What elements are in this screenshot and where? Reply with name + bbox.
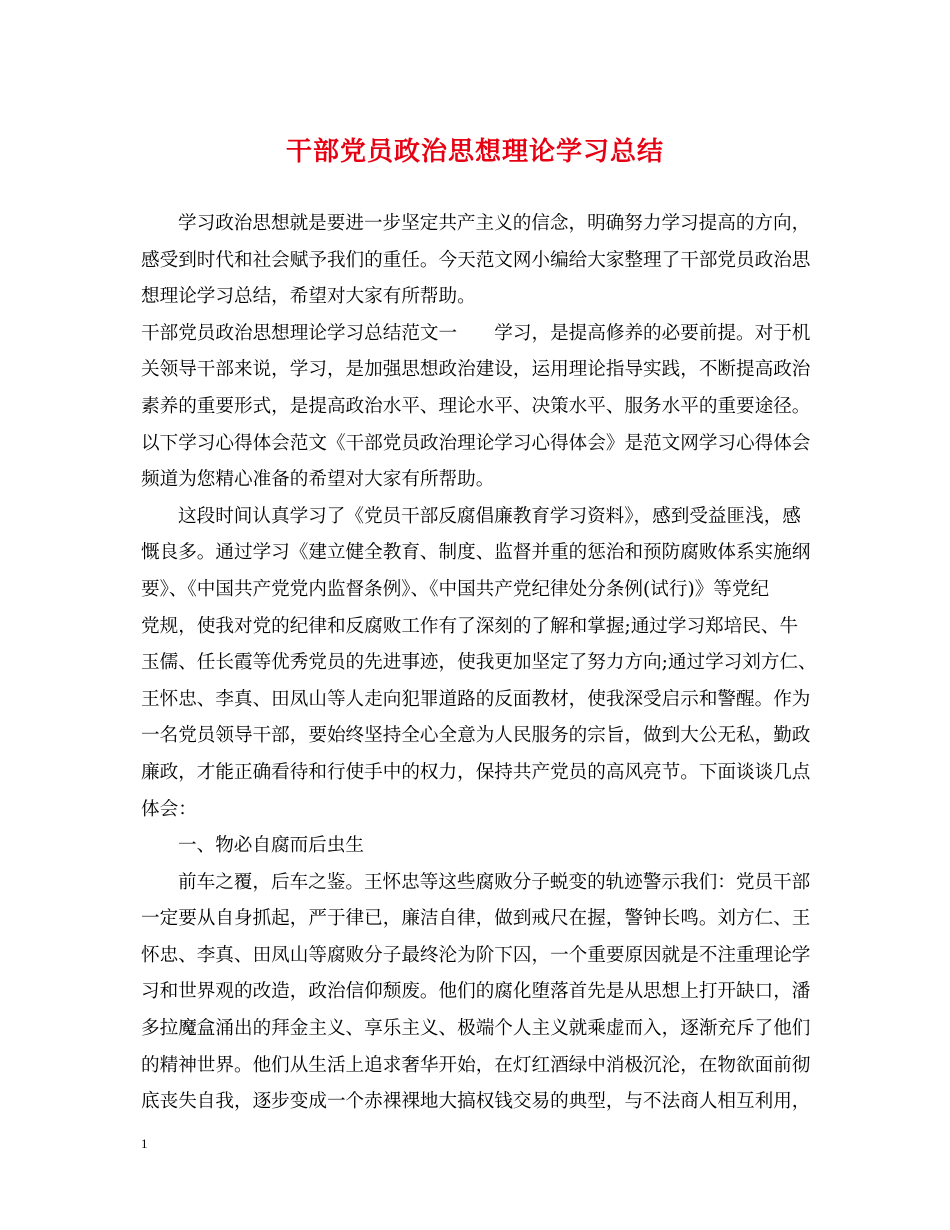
text-line: 素养的重要形式，是提高政治水平、理论水平、决策水平、服务水平的重要途径。 <box>141 395 811 417</box>
text-line: 这段时间认真学习了《党员干部反腐倡廉教育学习资料》，感到受益匪浅，感 <box>178 505 801 527</box>
text-line: 干部党员政治思想理论学习总结范文一 学习，是提高修养的必要前提。对于机 <box>141 322 811 344</box>
document-body <box>141 206 817 1121</box>
text-line: 的精神世界。他们从生活上追求奢华开始，在灯红酒绿中消极沉沦，在物欲面前彻 <box>141 1054 811 1076</box>
text-line: 以下学习心得体会范文《干部党员政治理论学习心得体会》是范文网学习心得体会 <box>141 432 811 454</box>
text-line: 学习政治思想就是要进一步坚定共产主义的信念，明确努力学习提高的方向， <box>178 213 811 234</box>
text-line: 一名党员领导干部，要始终坚持全心全意为人民服务的宗旨，做到大公无私，勤政 <box>141 725 811 747</box>
text-line: 关领导干部来说，学习，是加强思想政治建设，运用理论指导实践，不断提高政治 <box>141 359 811 381</box>
page-number: 1 <box>141 1136 148 1151</box>
text-line: 感受到时代和社会赋予我们的重任。今天范文网小编给大家整理了干部党员政治思 <box>141 249 811 271</box>
text-line: 底丧失自我，逐步变成一个赤裸裸地大搞权钱交易的典型，与不法商人相互利用， <box>141 1091 811 1113</box>
text-line: 党规，使我对党的纪律和反腐败工作有了深刻的了解和掌握;通过学习郑培民、牛 <box>141 615 799 637</box>
text-line: 前车之覆，后车之鉴。王怀忠等这些腐败分子蜕变的轨迹警示我们：党员干部 <box>178 871 811 893</box>
text-line: 廉政，才能正确看待和行使手中的权力，保持共产党员的高风亮节。下面谈谈几点 <box>141 761 811 783</box>
text-line: 慨良多。通过学习《建立健全教育、制度、监督并重的惩治和预防腐败体系实施纲 <box>141 542 811 564</box>
document-title: 干部党员政治思想理论学习总结 <box>285 137 664 167</box>
text-line: 习和世界观的改造，政治信仰颓废。他们的腐化堕落首先是从思想上打开缺口，潘 <box>141 981 811 1003</box>
text-line: 玉儒、任长霞等优秀党员的先进事迹，使我更加坚定了努力方向;通过学习刘方仁、 <box>141 652 817 674</box>
text-line: 要》、《中国共产党党内监督条例》、《中国共产党纪律处分条例(试行)》等党纪 <box>141 578 770 600</box>
text-line: 多拉魔盒涌出的拜金主义、享乐主义、极端个人主义就乘虚而入，逐渐充斥了他们 <box>141 1018 811 1040</box>
text-line: 怀忠、李真、田凤山等腐败分子最终沦为阶下囚，一个重要原因就是不注重理论学 <box>141 944 811 966</box>
text-line: 想理论学习总结，希望对大家有所帮助。 <box>141 286 476 308</box>
text-line: 一、物必自腐而后虫生 <box>178 835 364 857</box>
text-line: 频道为您精心准备的希望对大家有所帮助。 <box>141 469 495 491</box>
text-line: 一定要从自身抓起，严于律已，廉洁自律，做到戒尺在握，警钟长鸣。刘方仁、王 <box>141 908 811 930</box>
text-line: 王怀忠、李真、田凤山等人走向犯罪道路的反面教材，使我深受启示和警醒。作为 <box>141 688 811 710</box>
text-line: 体会： <box>141 798 197 820</box>
